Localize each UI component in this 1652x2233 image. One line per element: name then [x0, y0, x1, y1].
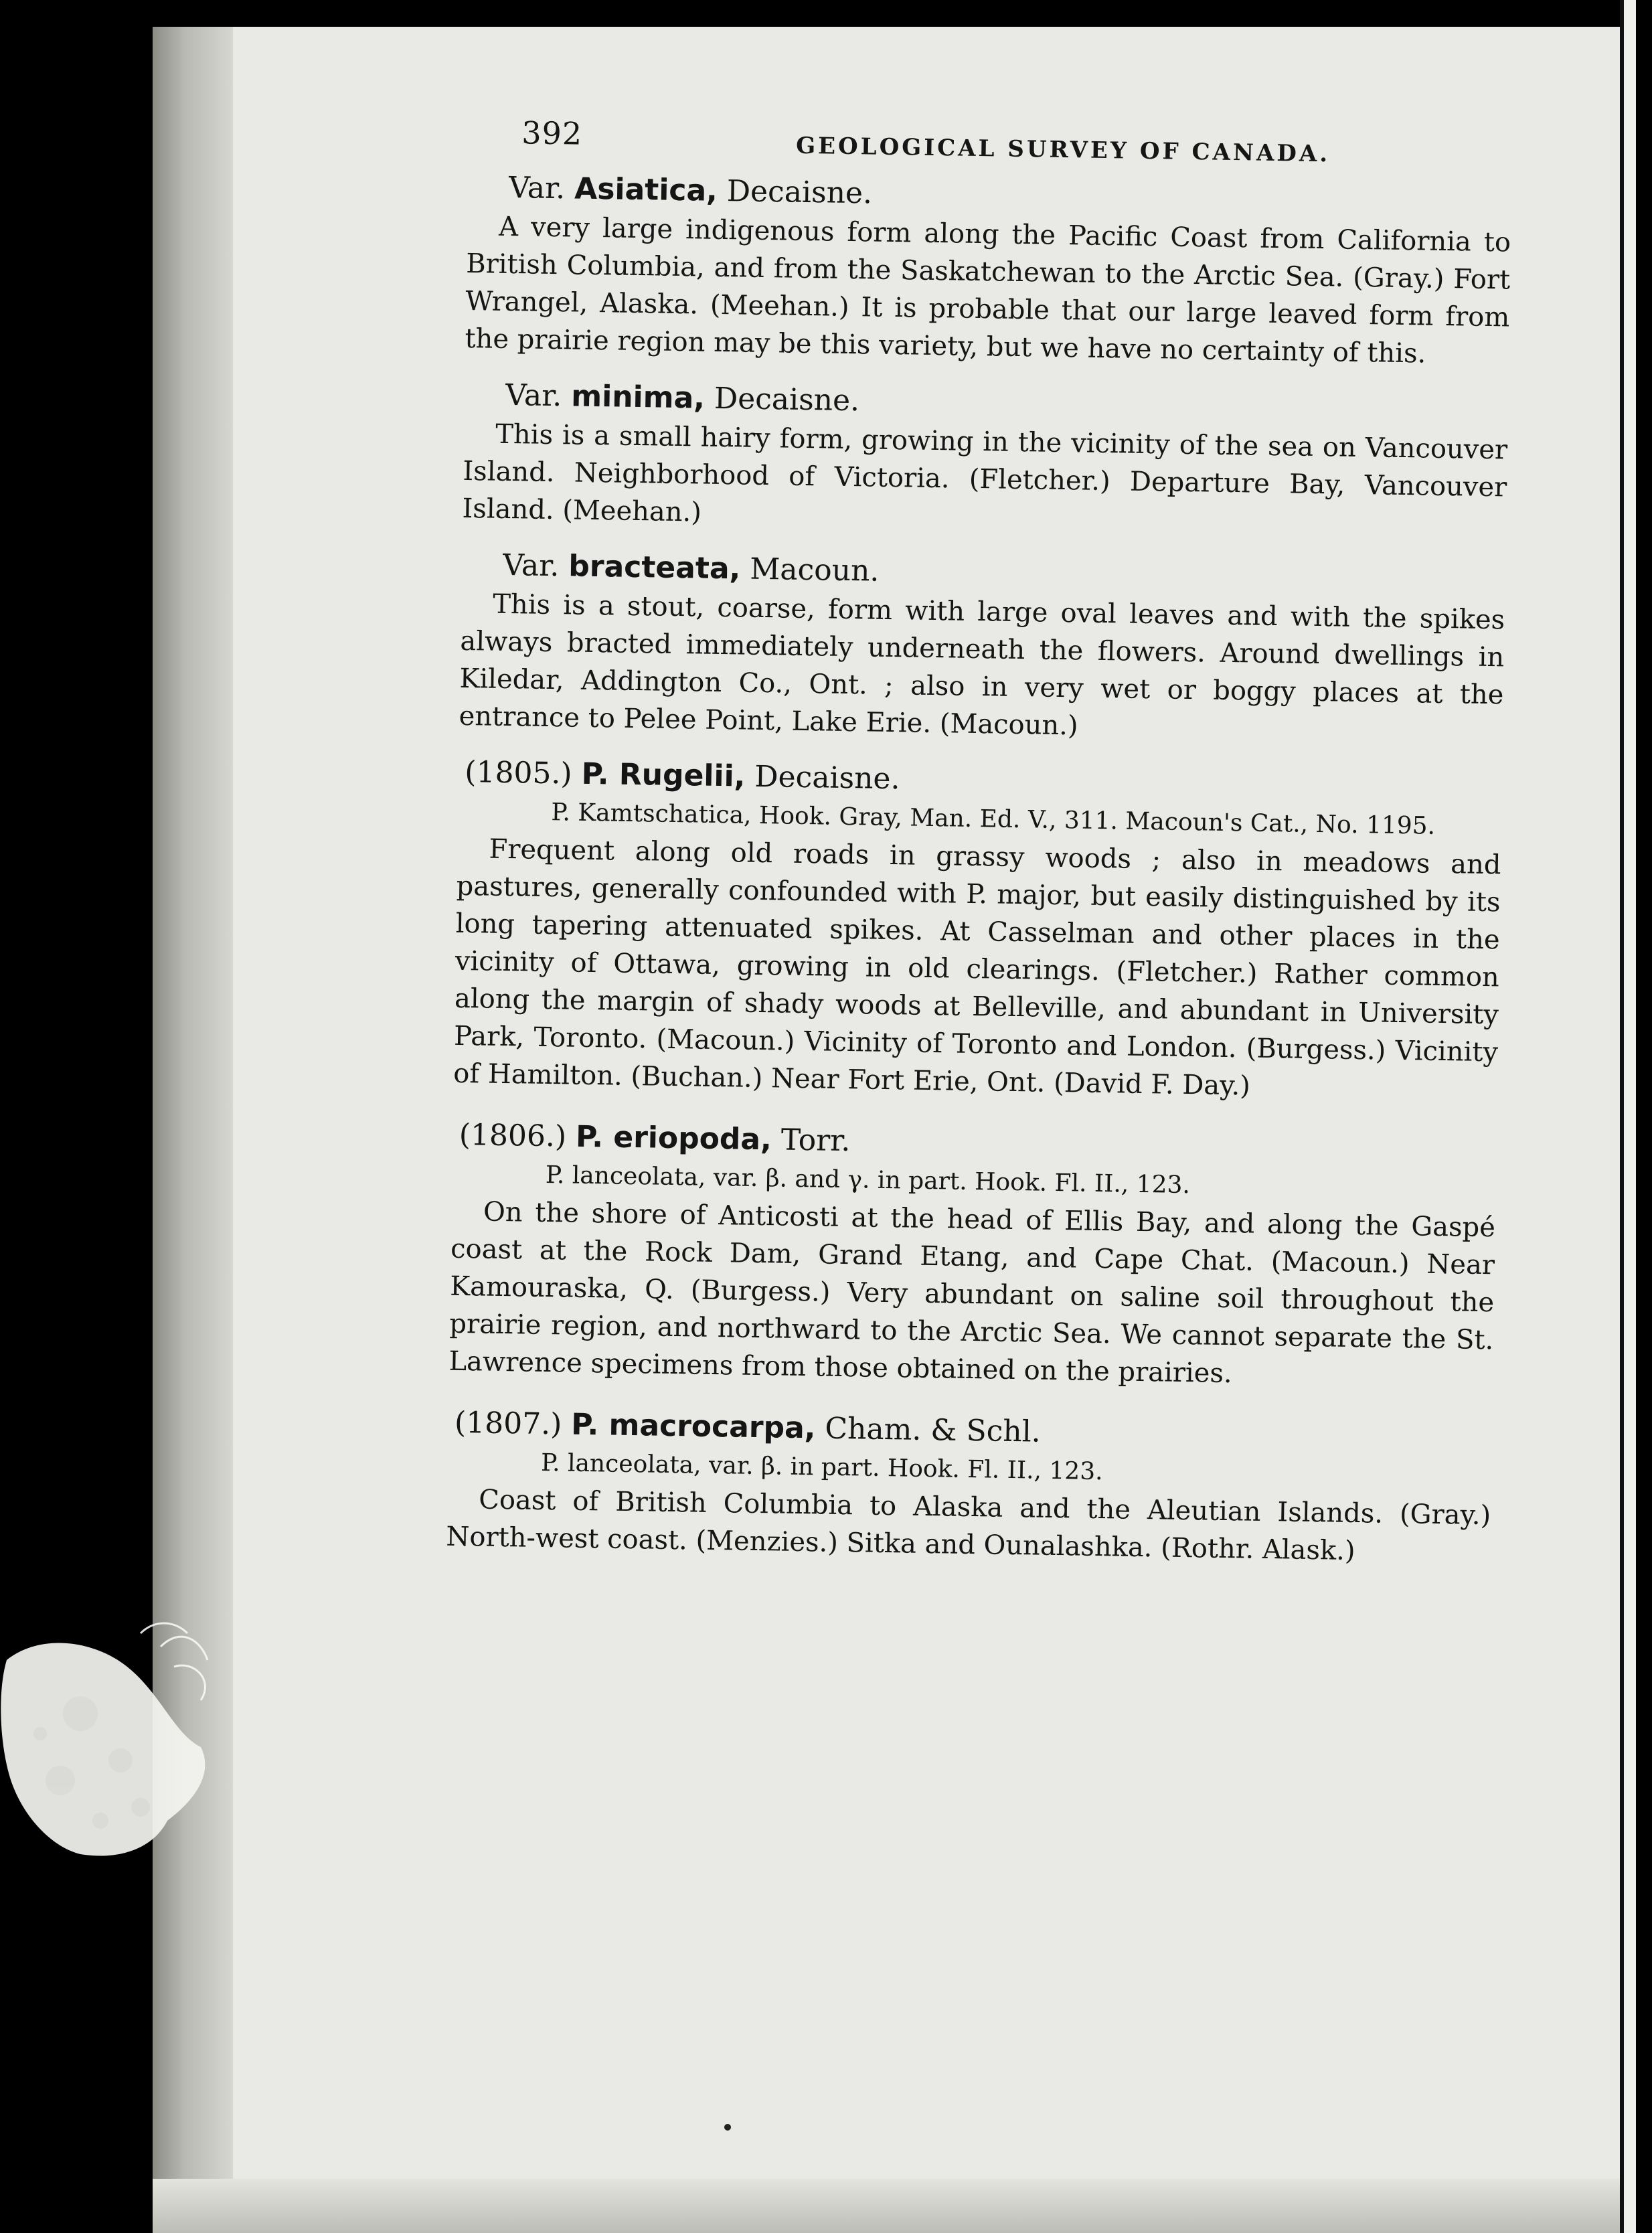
entry-var-bracteata [459, 545, 1505, 751]
synonym-line: P. lanceolata, var. β. and γ. in part. Hook. Fl. II., 123. [545, 1161, 1191, 1200]
right-edge [1636, 0, 1652, 2233]
page-text [441, 107, 1513, 1864]
taxon-authority: Cham. & Schl. [825, 1411, 1042, 1449]
entry-p-eriopoda [448, 1115, 1497, 1396]
entry-prefix: Var. [505, 378, 562, 414]
taxon-name: minima, [570, 379, 706, 416]
entry-p-macrocarpa [446, 1403, 1492, 1572]
entry-p-rugelii [453, 752, 1503, 1108]
entry-prefix: Var. [502, 548, 560, 584]
entry-text: A very large indigenous form along the Pacific Coast from California to British Columbia, and from the Saskatchewan to the Arctic Sea. (Gray.) Fort Wrangel, Alaska. (Meehan.) It is probable that our large leaved form from the prairie region may be this variety, but we have no certainty of this. [465, 211, 1511, 369]
ink-dot [724, 2124, 731, 2131]
page-number: 392 [521, 114, 583, 152]
right-margin-strip [1624, 0, 1636, 2233]
taxon-name: P. macrocarpa, [571, 1407, 816, 1446]
taxon-authority: Decaisne. [754, 759, 900, 797]
top-edge [153, 0, 1623, 27]
entry-text: Coast of British Columbia to Alaska and the Aleutian Islands. (Gray.) North-west coast. (Menzies.) Sitka and Ounalashka. (Rothr. Alask.) [446, 1484, 1491, 1567]
entry-number: (1805.) [464, 755, 573, 791]
paper-stain [0, 1620, 221, 1888]
taxon-authority: Decaisne. [714, 381, 860, 418]
taxon-name: Asiatica, [574, 171, 718, 208]
taxon-authority: Macoun. [749, 552, 880, 588]
entry-prefix: Var. [508, 170, 566, 206]
entry-text: This is a stout, coarse, form with large oval leaves and with the spikes always bracted immediately underneath the flowers. Around dwellings in Kiledar, Addington Co., Ont. ; also in very wet or boggy places at the entrance to Pelee Point, Lake Erie. (Macoun.) [459, 588, 1505, 742]
bottom-shadow [153, 2179, 1623, 2233]
entry-var-asiatica [465, 167, 1511, 374]
running-title: GEOLOGICAL SURVEY OF CANADA. [795, 132, 1331, 168]
entry-number: (1806.) [459, 1117, 567, 1154]
entry-var-minima [462, 375, 1508, 544]
entry-text: On the shore of Anticosti at the head of Ellis Bay, and along the Gaspé coast at the Rock Dam, Grand Etang, and Cape Chat. (Macoun.) Near Kamouraska, Q. (Burgess.) Very abundant on saline soil throughout the prairie region, and northward to the Arctic Sea. We cannot separate the St. Lawrence specimens from those obtained on the prairies. [448, 1196, 1496, 1390]
taxon-name: bracteata, [568, 549, 741, 586]
synonym-line: P. Kamtschatica, Hook. Gray, Man. Ed. V., 311. Macoun's Cat., No. 1195. [551, 799, 1436, 840]
synonym-line: P. lanceolata, var. β. in part. Hook. Fl. II., 123. [540, 1449, 1103, 1486]
entry-text: Frequent along old roads in grassy woods ; also in meadows and pastures, generally confounded with P. major, but easily distinguished by its long tapering attenuated spikes. At Casselman and other places in the vicinity of Ottawa, growing in old clearings. (Fletcher.) Rather common along the margin of shady woods at Belleville, and abundant in University Park, Toronto. (Macoun.) Vicinity of Toronto and London. (Burgess.) Vicinity of Hamilton. (Buchan.) Near Fort Erie, Ont. (David F. Day.) [452, 833, 1501, 1102]
entry-number: (1807.) [454, 1405, 562, 1442]
taxon-authority: Torr. [780, 1123, 851, 1159]
entry-text: This is a small hairy form, growing in the vicinity of the sea on Vancouver Island. Neighborhood of Victoria. (Fletcher.) Departure Bay, Vancouver Island. (Meehan.) [462, 418, 1508, 528]
taxon-name: P. Rugelii, [581, 756, 746, 794]
taxon-name: P. eriopoda, [575, 1119, 772, 1157]
taxon-authority: Decaisne. [726, 174, 873, 211]
binding-shadow [153, 0, 233, 2233]
